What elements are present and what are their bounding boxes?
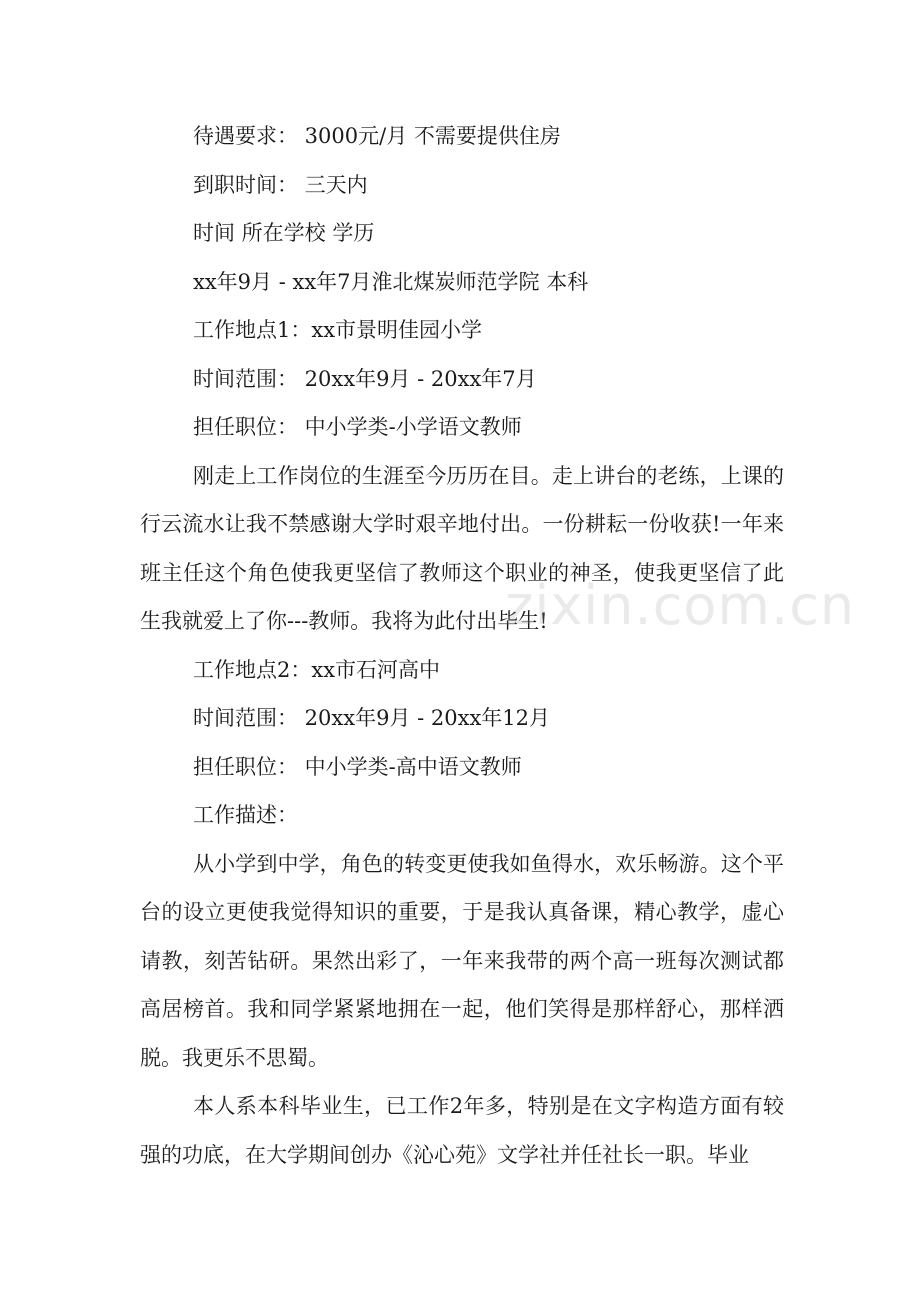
watermark-text: zixin.com.cn — [505, 574, 856, 637]
work-location-1-line: 工作地点1：xx市景明佳园小学 — [193, 318, 483, 342]
position-1-line: 担任职位： 中小学类-小学语文教师 — [193, 415, 522, 439]
start-time-line: 到职时间： 三天内 — [193, 172, 368, 197]
work-location-2-line: 工作地点2：xx市石河高中 — [193, 657, 441, 682]
time-range-1-line: 时间范围： 20xx年9月 - 20xx年7月 — [193, 366, 537, 391]
salary-requirement-line: 待遇要求： 3000元/月 不需要提供住房 — [193, 124, 561, 148]
position-2-line: 担任职位： 中小学类-高中语文教师 — [193, 754, 522, 779]
education-header-line: 时间 所在学校 学历 — [193, 221, 375, 245]
work-description-2-paragraph: 从小学到中学，角色的转变更使我如鱼得水，欢乐畅游。这个平台的设立更使我觉得知识的重要，于是我认真备课，精心教学，虚心请教，刻苦钻研。果然出彩了，一年来我带的两个高一班每次测试都高居榜首。我和同学紧紧地拥在一起，他们笑得是那样舒心，那样洒脱。我更乐不思蜀。 — [140, 851, 784, 1070]
document-body — [140, 112, 856, 1179]
self-introduction-paragraph: 本人系本科毕业生，已工作2年多，特别是在文字构造方面有较强的功底，在大学期间创办《沁心苑》文学社并任社长一职。毕业 — [140, 1094, 784, 1167]
work-description-label: 工作描述： — [193, 803, 298, 827]
education-entry-line: xx年9月 - xx年7月淮北煤炭师范学院 本科 — [193, 269, 589, 294]
work-description-1-paragraph: 刚走上工作岗位的生涯至今历历在目。走上讲台的老练，上课的行云流水让我不禁感谢大学时艰辛地付出。一份耕耘一份收获!一年来班主任这个角色使我更坚信了教师这个职业的神圣，使我更坚信了此生我就爱上了你---教师。我将为此付出毕生! — [140, 463, 784, 633]
time-range-2-line: 时间范围： 20xx年9月 - 20xx年12月 — [193, 706, 551, 730]
